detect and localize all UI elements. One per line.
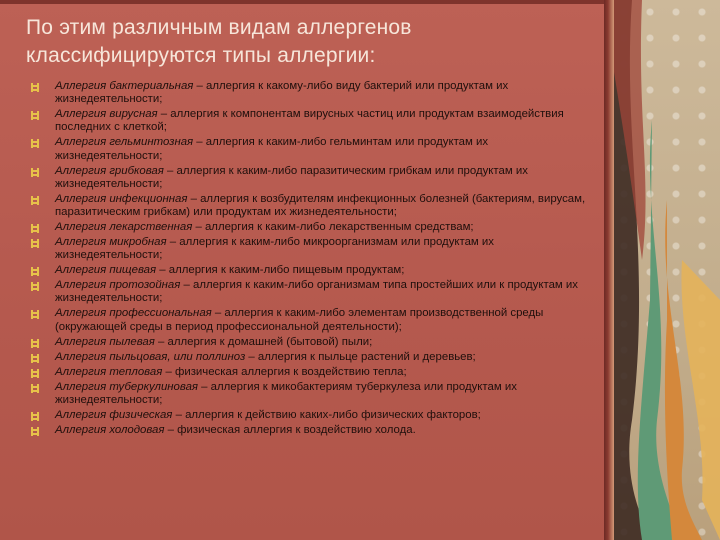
list-item xyxy=(30,279,598,305)
allergy-description: – аллергия к каким-либо организмам типа простейших или к продуктам их жизнедеятельности; xyxy=(55,279,578,305)
allergy-term: Аллергия микробная xyxy=(55,236,167,249)
allergy-description: – аллергия к каким-либо лекарственным средствам; xyxy=(192,221,474,234)
allergy-type-list xyxy=(30,80,598,439)
allergy-description: – аллергия к возбудителям инфекционных болезней (бактериям, вирусам, паразитическим грибкам) или продуктам их жизнедеятельности; xyxy=(55,192,586,219)
allergy-term: Аллергия холодовая xyxy=(55,423,165,436)
allergy-description: – аллергия к каким-либо паразитическим грибкам или продуктам их жизнедеятельности; xyxy=(55,164,528,190)
list-item xyxy=(30,366,598,379)
allergy-term: Аллергия гельминтозная xyxy=(55,136,194,149)
slide-title: По этим различным видам аллергенов классифицируются типы аллергии: xyxy=(26,16,412,67)
allergy-description: – аллергия к каким-либо элементам производственной среды (окружающей среды в период профессиональной деятельности); xyxy=(55,307,544,333)
top-border xyxy=(0,0,612,4)
bullet-icon xyxy=(31,427,39,436)
allergy-term: Аллергия физическая xyxy=(55,408,173,421)
list-item xyxy=(30,264,598,277)
allergy-description: – аллергия к компонентам вирусных частиц или продуктам взаимодействия последних с клеткой; xyxy=(55,108,564,134)
bullet-icon xyxy=(31,83,39,92)
list-item xyxy=(30,221,598,234)
allergy-description: – физическая аллергия к воздействию холода. xyxy=(164,423,416,436)
bullet-icon xyxy=(31,196,39,205)
bullet-icon xyxy=(31,369,39,378)
allergy-description: – аллергия к домашней (бытовой) пыли; xyxy=(154,335,373,348)
list-item xyxy=(30,424,598,437)
bullet-icon xyxy=(31,354,39,363)
list-item xyxy=(30,80,598,106)
list-item xyxy=(30,351,598,364)
allergy-description: – аллергия к каким-либо микроорганизмам или продуктам их жизнедеятельности; xyxy=(55,236,494,262)
allergy-description: – аллергия к пыльце растений и деревьев; xyxy=(245,350,476,363)
bullet-icon xyxy=(31,282,39,291)
bullet-icon xyxy=(31,239,39,248)
bullet-icon xyxy=(31,111,39,120)
bullet-icon xyxy=(31,339,39,348)
allergy-description: – аллергия к микобактериям туберкулеза или продуктам их жизнедеятельности; xyxy=(55,380,517,406)
bullet-icon xyxy=(31,267,39,276)
list-item xyxy=(30,193,598,219)
bullet-icon xyxy=(31,412,39,421)
decorative-drapery-image xyxy=(612,0,720,540)
allergy-term: Аллергия пылевая xyxy=(55,335,155,348)
allergy-term: Аллергия вирусная xyxy=(55,108,158,121)
list-item xyxy=(30,136,598,162)
bullet-icon xyxy=(31,224,39,233)
allergy-term: Аллергия пыльцовая, или поллиноз xyxy=(55,350,246,363)
bullet-icon xyxy=(31,384,39,393)
list-item xyxy=(30,108,598,134)
allergy-term: Аллергия грибковая xyxy=(55,164,164,177)
allergy-description: – аллергия к действию каких-либо физических факторов; xyxy=(172,408,481,421)
list-item xyxy=(30,336,598,349)
allergy-description: – аллергия к какому-либо виду бактерий или продуктам их жизнедеятельности; xyxy=(55,80,509,106)
list-item xyxy=(30,165,598,191)
allergy-term: Аллергия пищевая xyxy=(55,264,157,277)
bullet-icon xyxy=(31,139,39,148)
bullet-icon xyxy=(31,310,39,319)
allergy-description: – аллергия к каким-либо гельминтам или продуктам их жизнедеятельности; xyxy=(55,136,489,162)
allergy-term: Аллергия бактериальная xyxy=(55,80,194,92)
list-item xyxy=(30,409,598,422)
bullet-icon xyxy=(31,168,39,177)
list-item xyxy=(30,307,598,333)
allergy-term: Аллергия профессиональная xyxy=(55,307,212,320)
allergy-term: Аллергия протозойная xyxy=(55,279,181,292)
allergy-description: – аллергия к каким-либо пищевым продуктам; xyxy=(156,264,405,277)
list-item xyxy=(30,236,598,262)
allergy-term: Аллергия инфекционная xyxy=(55,192,188,205)
allergy-term: Аллергия туберкулиновая xyxy=(55,380,198,393)
side-border xyxy=(604,0,614,540)
list-item xyxy=(30,381,598,407)
allergy-term: Аллергия лекарственная xyxy=(55,221,193,234)
allergy-term: Аллергия тепловая xyxy=(55,365,163,378)
allergy-description: – физическая аллергия к воздействию тепла; xyxy=(162,365,407,378)
